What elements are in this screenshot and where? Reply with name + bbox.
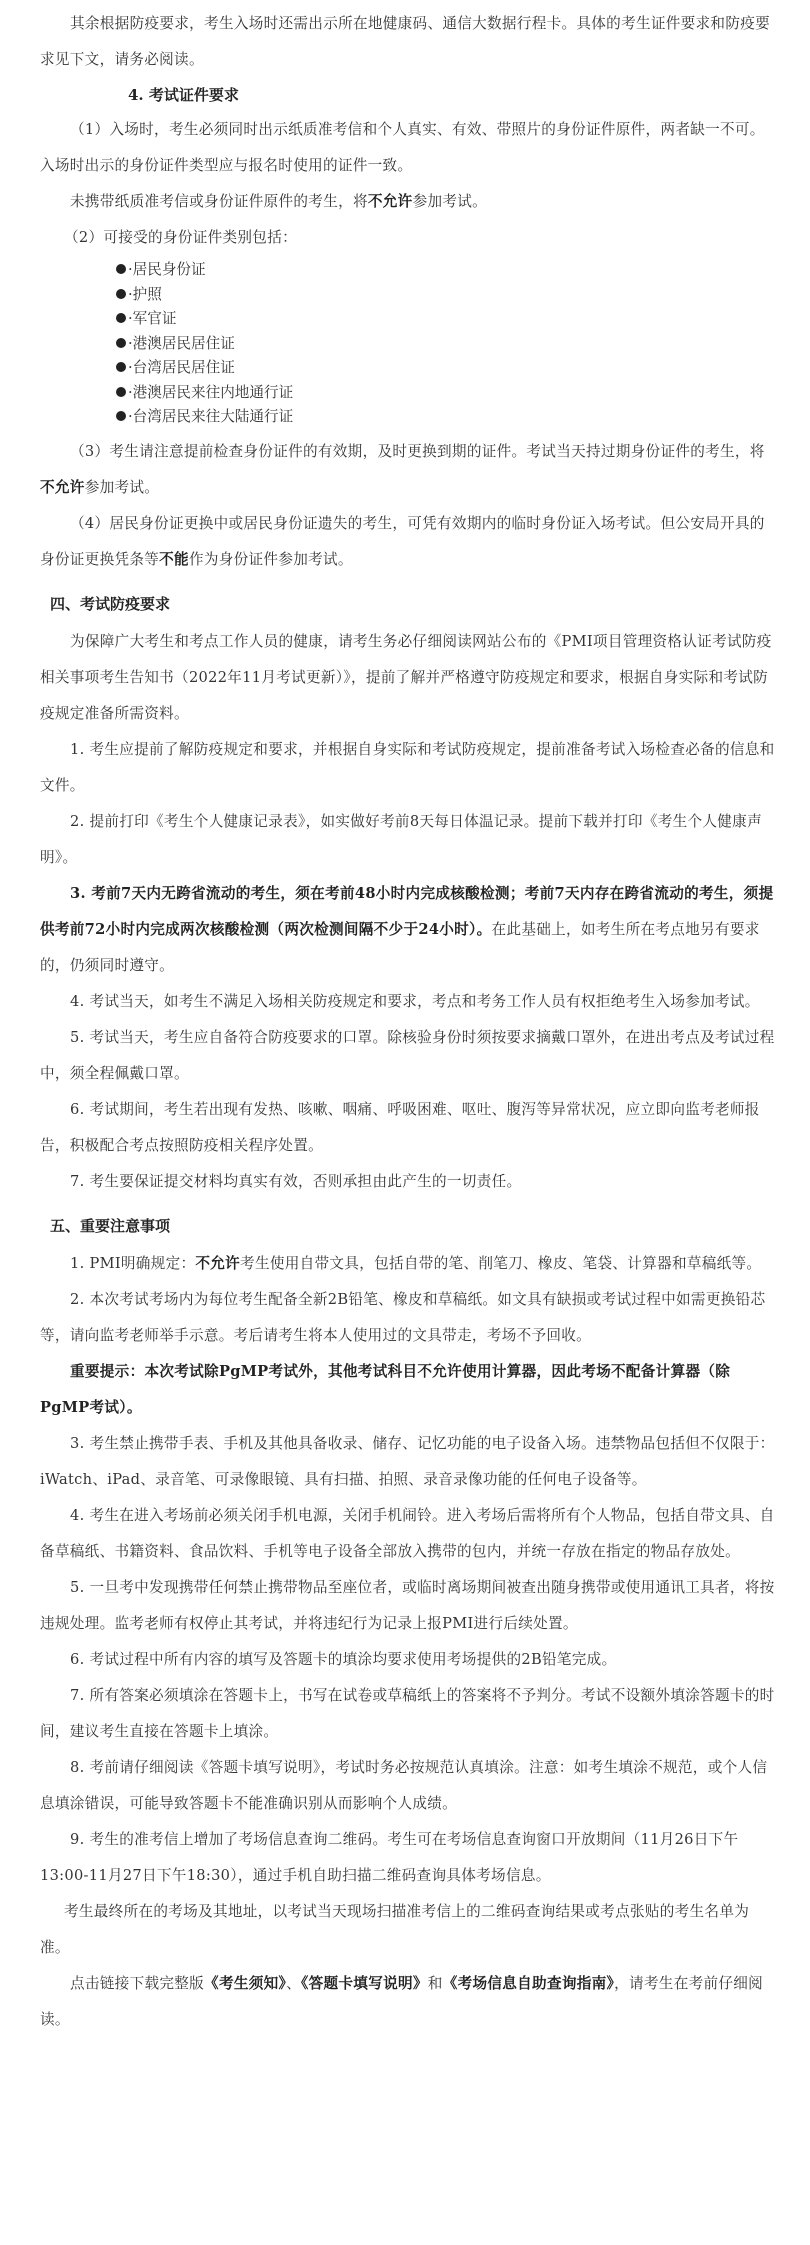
id-paragraph-3: （2）可接受的身份证件类别包括： bbox=[64, 229, 297, 246]
epidemic-intro: 为保障广大考生和考点工作人员的健康，请考生务必仔细阅读网站公布的《PMI项目管理资格认证考试防疫相关事项考生告知书（2022年11月考试更新）》，提前了解并严格遵守防疫规定和要求，根据自身实际和考试防疫规定准备所需资料。 bbox=[40, 632, 772, 722]
important-notice: 重要提示：本次考试除PgMP考试外，其他考试科目不允许使用计算器，因此考场不配备计算器（除PgMP考试）。 bbox=[40, 1362, 731, 1416]
list-item: ·台湾居民来往大陆通行证 bbox=[116, 405, 778, 430]
link-answer-sheet-guide[interactable]: 《答题卡填写说明》 bbox=[301, 1974, 428, 1992]
list-item: ·军官证 bbox=[116, 307, 778, 332]
epidemic-item-3: 3. 考前7天内无跨省流动的考生，须在考前48小时内完成核酸检测；考前7天内存在跨省流动的考生，须提供考前72小时内完成两次核酸检测（两次检测间隔不少于24小时）。在此基础上，如考生所在考点地另有要求的，仍须同时遵守。 bbox=[40, 884, 774, 974]
id-paragraph-2: 未携带纸质准考信或身份证件原件的考生，将不允许参加考试。 bbox=[70, 193, 488, 210]
bullet-icon bbox=[116, 362, 126, 372]
id-type-list bbox=[40, 258, 778, 430]
download-links-paragraph: 点击链接下载完整版《考生须知》、《答题卡填写说明》和《考场信息自助查询指南》，请考生在考前仔细阅读。 bbox=[40, 1974, 764, 2028]
epidemic-item-7: 7. 考生要保证提交材料均真实有效，否则承担由此产生的一切责任。 bbox=[70, 1172, 522, 1190]
section-title-notes: 五、重要注意事项 bbox=[50, 1216, 171, 1235]
notes-item-9: 9. 考生的准考信上增加了考场信息查询二维码。考生可在考场信息查询窗口开放期间（11月26日下午13:00-11月27日下午18:30），通过手机自助扫描二维码查询具体考场信息。 bbox=[40, 1830, 739, 1884]
epidemic-item-1: 1. 考生应提前了解防疫规定和要求，并根据自身实际和考试防疫规定，提前准备考试入场检查必备的信息和文件。 bbox=[40, 740, 775, 794]
bullet-icon bbox=[116, 338, 126, 348]
notes-item-7: 7. 所有答案必须填涂在答题卡上，书写在试卷或草稿纸上的答案将不予判分。考试不设额外填涂答题卡的时间，建议考生直接在答题卡上填涂。 bbox=[40, 1686, 775, 1740]
intro-paragraph: 其余根据防疫要求，考生入场时还需出示所在地健康码、通信大数据行程卡。具体的考生证件要求和防疫要求见下文，请务必阅读。 bbox=[40, 15, 771, 68]
list-item: ·护照 bbox=[116, 283, 778, 308]
section-title-id-requirements: 4. 考试证件要求 bbox=[128, 86, 239, 104]
list-item: ·居民身份证 bbox=[116, 258, 778, 283]
notes-item-5: 5. 一旦考中发现携带任何禁止携带物品至座位者，或临时离场期间被查出随身携带或使用通讯工具者，将按违规处理。监考老师有权停止其考试，并将违纪行为记录上报PMI进行后续处置。 bbox=[40, 1578, 775, 1632]
list-item: ·港澳居民来往内地通行证 bbox=[116, 381, 778, 406]
id-paragraph-1: （1）入场时，考生必须同时出示纸质准考信和个人真实、有效、带照片的身份证件原件，两者缺一不可。入场时出示的身份证件类型应与报名时使用的证件一致。 bbox=[40, 121, 765, 174]
bullet-icon bbox=[116, 264, 126, 274]
id-paragraph-4: （3）考生请注意提前检查身份证件的有效期，及时更换到期的证件。考试当天持过期身份证件的考生，将不允许参加考试。 bbox=[40, 442, 765, 496]
bullet-icon bbox=[116, 313, 126, 323]
list-item: ·台湾居民居住证 bbox=[116, 356, 778, 381]
notes-item-6: 6. 考试过程中所有内容的填写及答题卡的填涂均要求使用考场提供的2B铅笔完成。 bbox=[70, 1650, 617, 1668]
notes-item-1: 1. PMI明确规定：不允许考生使用自带文具，包括自带的笔、削笔刀、橡皮、笔袋、计算器和草稿纸等。 bbox=[70, 1254, 762, 1272]
bullet-icon bbox=[116, 289, 126, 299]
list-item: ·港澳居民居住证 bbox=[116, 332, 778, 357]
epidemic-item-6: 6. 考试期间，考生若出现有发热、咳嗽、咽痛、呼吸困难、呕吐、腹泻等异常状况，应立即向监考老师报告，积极配合考点按照防疫相关程序处置。 bbox=[40, 1100, 760, 1154]
epidemic-item-5: 5. 考试当天，考生应自备符合防疫要求的口罩。除核验身份时须按要求摘戴口罩外，在进出考点及考试过程中，须全程佩戴口罩。 bbox=[40, 1028, 775, 1082]
id-paragraph-5: （4）居民身份证更换中或居民身份证遗失的考生，可凭有效期内的临时身份证入场考试。但公安局开具的身份证更换凭条等不能作为身份证件参加考试。 bbox=[40, 514, 765, 568]
notes-item-2: 2. 本次考试考场内为每位考生配备全新2B铅笔、橡皮和草稿纸。如文具有缺损或考试过程中如需更换铅芯等，请向监考老师举手示意。考后请考生将本人使用过的文具带走，考场不予回收。 bbox=[40, 1290, 766, 1344]
bullet-icon bbox=[116, 387, 126, 397]
notes-final-location: 考生最终所在的考场及其地址，以考试当天现场扫描准考信上的二维码查询结果或考点张贴的考生名单为准。 bbox=[40, 1902, 750, 1956]
epidemic-item-4: 4. 考试当天，如考生不满足入场相关防疫规定和要求，考点和考务工作人员有权拒绝考生入场参加考试。 bbox=[70, 992, 760, 1010]
section-title-epidemic: 四、考试防疫要求 bbox=[50, 594, 171, 613]
epidemic-item-2: 2. 提前打印《考生个人健康记录表》，如实做好考前8天每日体温记录。提前下载并打印《考生个人健康声明》。 bbox=[40, 812, 762, 866]
link-room-query-guide[interactable]: 《考场信息自助查询指南》 bbox=[442, 1974, 615, 1992]
link-candidate-notice[interactable]: 《考生须知》 bbox=[204, 1974, 287, 1992]
notes-item-8: 8. 考前请仔细阅读《答题卡填写说明》，考试时务必按规范认真填涂。注意：如考生填涂不规范，或个人信息填涂错误，可能导致答题卡不能准确识别从而影响个人成绩。 bbox=[40, 1758, 768, 1812]
bullet-icon bbox=[116, 411, 126, 421]
notes-item-4: 4. 考生在进入考场前必须关闭手机电源，关闭手机闹铃。进入考场后需将所有个人物品，包括自带文具、自备草稿纸、书籍资料、食品饮料、手机等电子设备全部放入携带的包内，并统一存放在指定的物品存放处。 bbox=[40, 1506, 775, 1560]
notes-item-3: 3. 考生禁止携带手表、手机及其他具备收录、储存、记忆功能的电子设备入场。违禁物品包括但不仅限于：iWatch、iPad、录音笔、可录像眼镜、具有扫描、拍照、录音录像功能的任何电子设备等。 bbox=[40, 1434, 775, 1488]
